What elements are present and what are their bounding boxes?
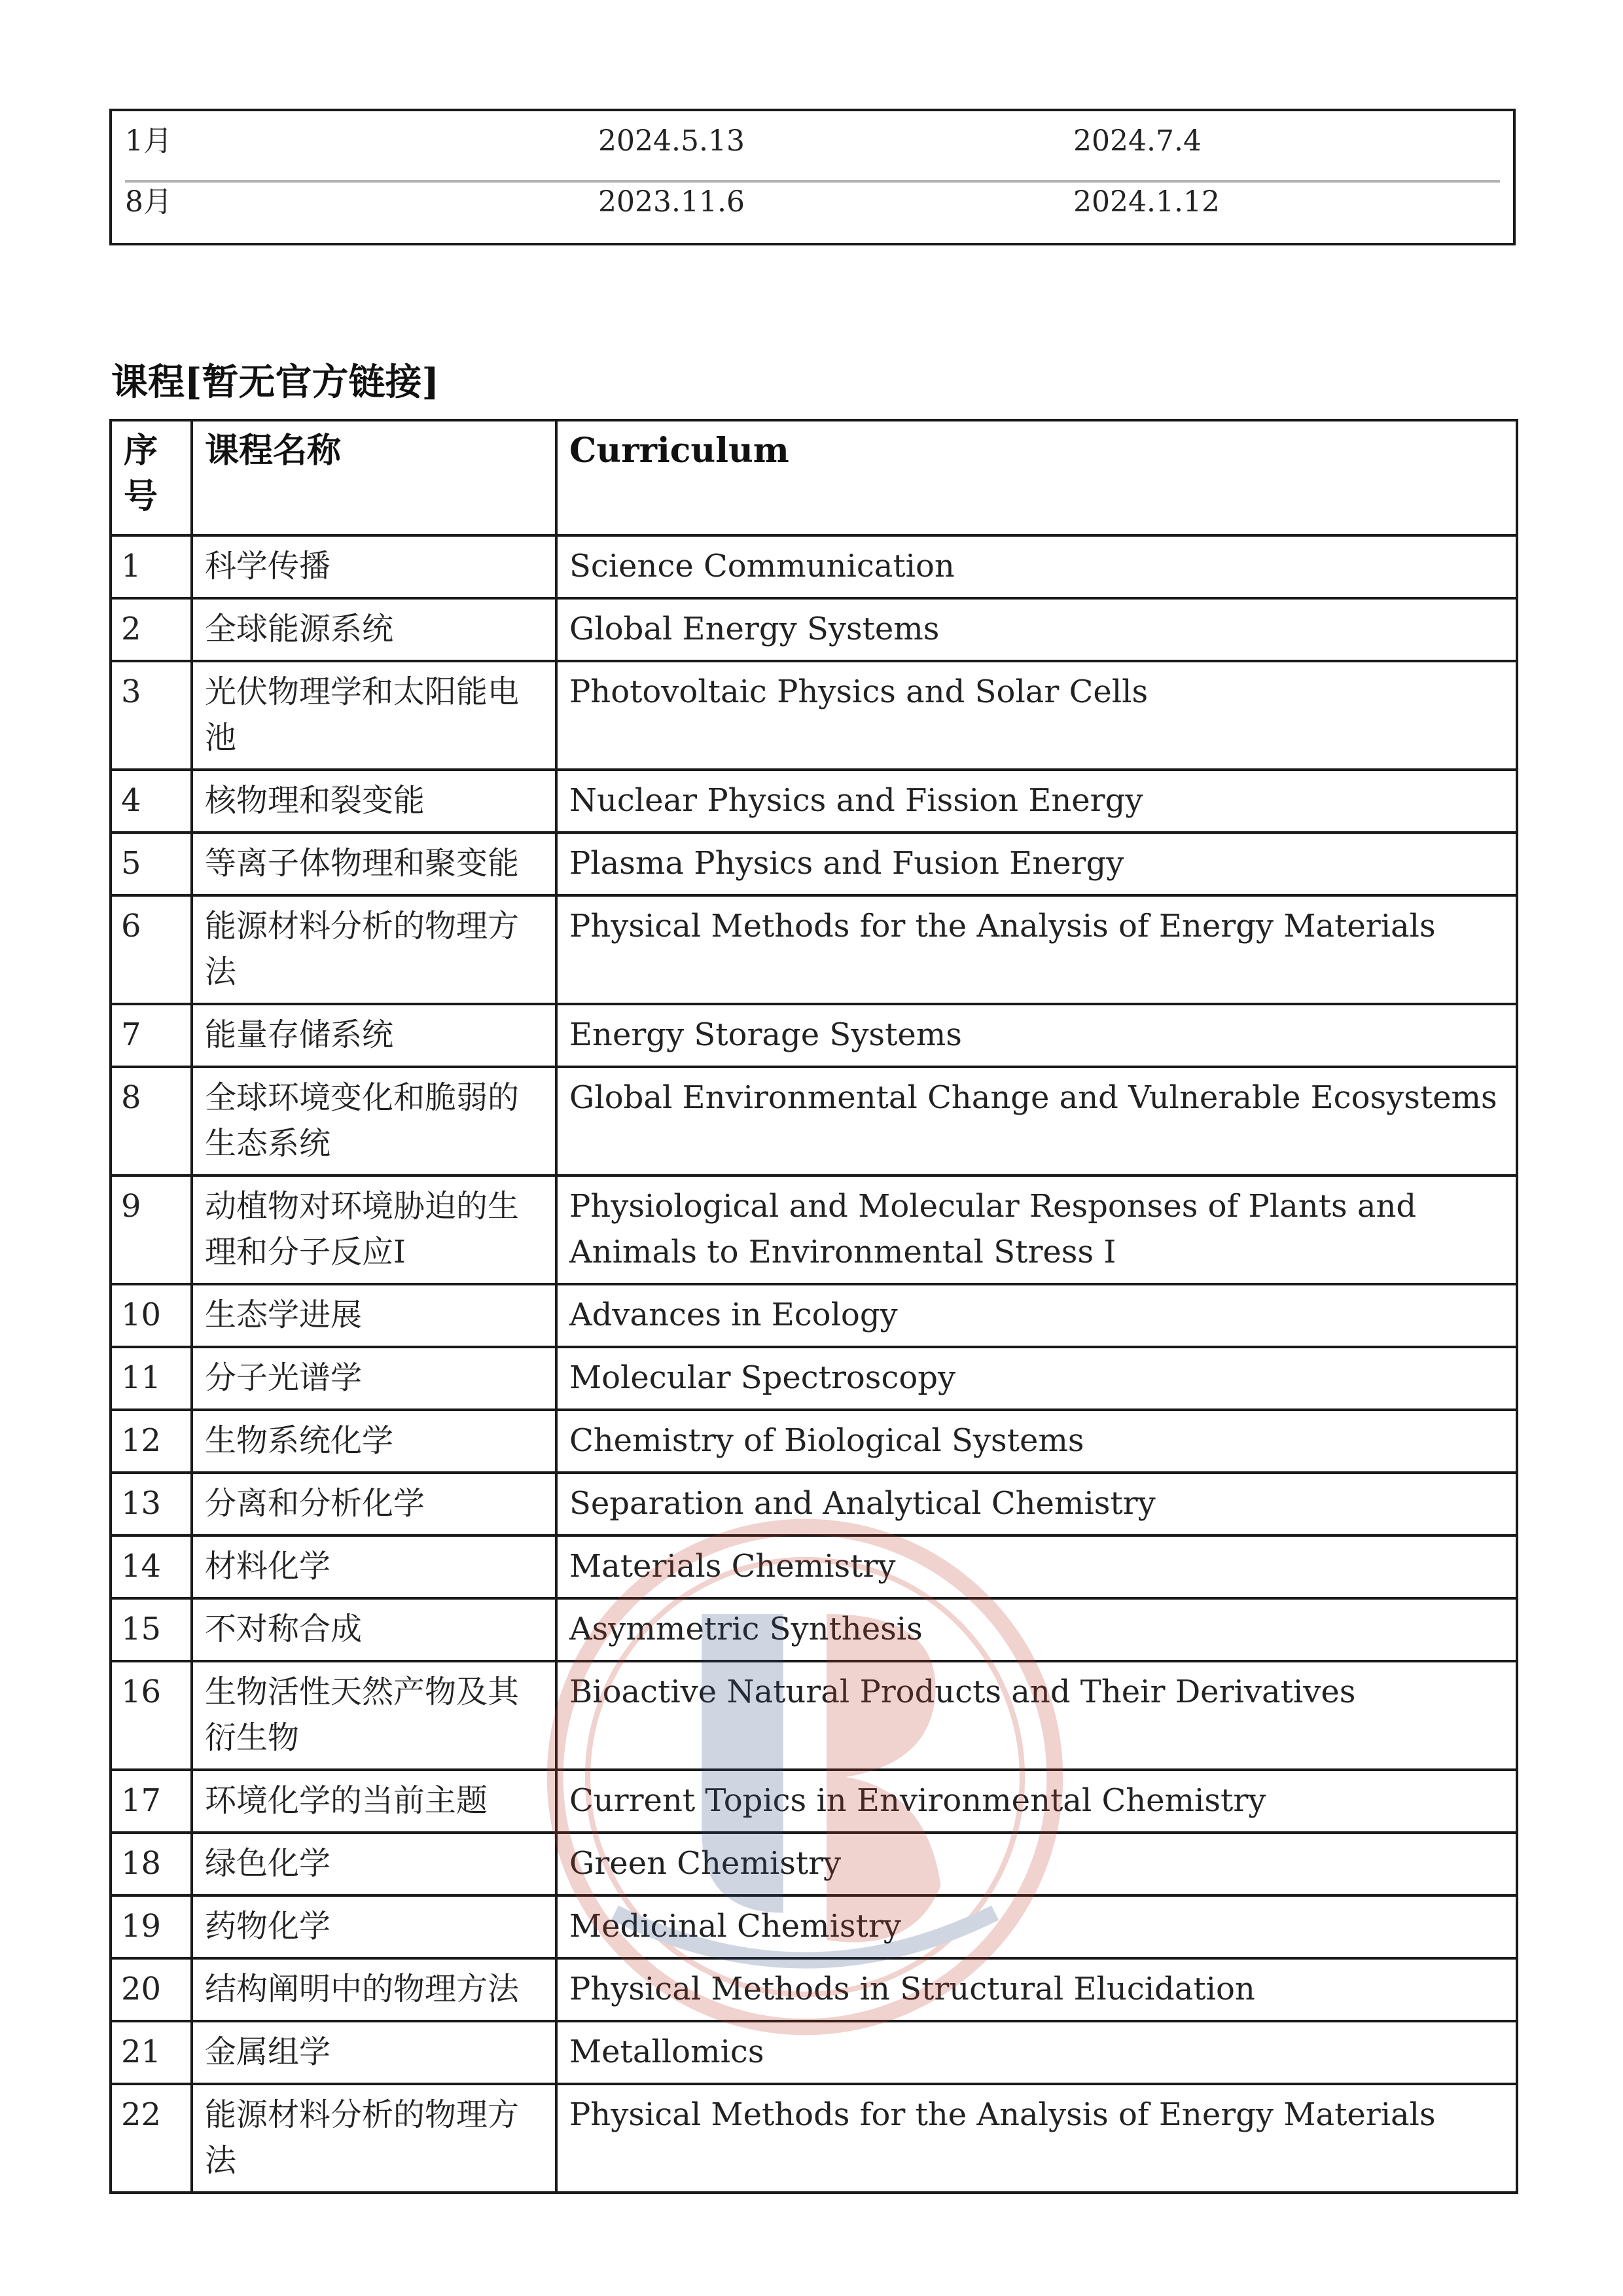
table-row bbox=[111, 1833, 1517, 1895]
course-num-cell: 13 bbox=[111, 1473, 192, 1535]
course-name-cell: 全球能源系统 bbox=[192, 598, 556, 661]
table-row bbox=[111, 2084, 1517, 2193]
course-num-cell: 2 bbox=[111, 598, 192, 661]
table-row bbox=[111, 1473, 1517, 1535]
course-table-body bbox=[111, 535, 1517, 2193]
course-name-cell: 结构阐明中的物理方法 bbox=[192, 1958, 556, 2021]
course-num-cell: 14 bbox=[111, 1535, 192, 1598]
date-cell: 2024.1.12 bbox=[1073, 185, 1220, 219]
header-name: 课程名称 bbox=[192, 420, 556, 535]
table-row bbox=[111, 1347, 1517, 1410]
table-row bbox=[111, 1067, 1517, 1175]
course-num-cell: 11 bbox=[111, 1347, 192, 1410]
month-cell: 8月 bbox=[125, 185, 172, 219]
course-num-cell: 9 bbox=[111, 1175, 192, 1284]
table-row bbox=[111, 535, 1517, 598]
course-en-cell: Global Environmental Change and Vulnerable Ecosystems bbox=[556, 1067, 1517, 1175]
course-en-cell: Metallomics bbox=[556, 2021, 1517, 2084]
top-table bbox=[109, 109, 1516, 245]
course-num-cell: 22 bbox=[111, 2084, 192, 2193]
table-row bbox=[111, 833, 1517, 895]
date-cell: 2023.11.6 bbox=[598, 185, 745, 219]
course-name-cell: 动植物对环境胁迫的生理和分子反应I bbox=[192, 1175, 556, 1284]
table-row bbox=[111, 1284, 1517, 1347]
course-num-cell: 18 bbox=[111, 1833, 192, 1895]
course-name-cell: 全球环境变化和脆弱的生态系统 bbox=[192, 1067, 556, 1175]
course-en-cell: Physical Methods for the Analysis of Energy Materials bbox=[556, 2084, 1517, 2193]
course-num-cell: 12 bbox=[111, 1410, 192, 1473]
course-num-cell: 21 bbox=[111, 2021, 192, 2084]
table-row bbox=[111, 1895, 1517, 1958]
table-row bbox=[111, 770, 1517, 833]
course-en-cell: Physical Methods for the Analysis of Energy Materials bbox=[556, 895, 1517, 1004]
table-row bbox=[111, 1175, 1517, 1284]
course-name-cell: 生物活性天然产物及其衍生物 bbox=[192, 1661, 556, 1770]
course-num-cell: 6 bbox=[111, 895, 192, 1004]
course-name-cell: 绿色化学 bbox=[192, 1833, 556, 1895]
course-name-cell: 金属组学 bbox=[192, 2021, 556, 2084]
course-name-cell: 不对称合成 bbox=[192, 1598, 556, 1661]
course-name-cell: 能源材料分析的物理方法 bbox=[192, 2084, 556, 2193]
table-row bbox=[111, 1958, 1517, 2021]
course-num-cell: 1 bbox=[111, 535, 192, 598]
course-en-cell: Photovoltaic Physics and Solar Cells bbox=[556, 661, 1517, 770]
section-title: 课程[暂无官方链接] bbox=[111, 361, 439, 404]
course-en-cell: Advances in Ecology bbox=[556, 1284, 1517, 1347]
table-row bbox=[111, 895, 1517, 1004]
table-row bbox=[111, 1410, 1517, 1473]
course-en-cell: Separation and Analytical Chemistry bbox=[556, 1473, 1517, 1535]
course-en-cell: Energy Storage Systems bbox=[556, 1004, 1517, 1067]
table-row bbox=[111, 2021, 1517, 2084]
header-en: Curriculum bbox=[556, 420, 1517, 535]
course-en-cell: Materials Chemistry bbox=[556, 1535, 1517, 1598]
course-num-cell: 16 bbox=[111, 1661, 192, 1770]
course-num-cell: 20 bbox=[111, 1958, 192, 2021]
top-table-row bbox=[112, 111, 1513, 171]
course-name-cell: 等离子体物理和聚变能 bbox=[192, 833, 556, 895]
table-row bbox=[111, 1535, 1517, 1598]
course-name-cell: 生态学进展 bbox=[192, 1284, 556, 1347]
course-en-cell: Plasma Physics and Fusion Energy bbox=[556, 833, 1517, 895]
table-row bbox=[111, 1770, 1517, 1833]
table-row bbox=[111, 661, 1517, 770]
table-row bbox=[111, 1004, 1517, 1067]
course-en-cell: Green Chemistry bbox=[556, 1833, 1517, 1895]
date-cell: 2024.7.4 bbox=[1073, 124, 1202, 158]
course-name-cell: 分子光谱学 bbox=[192, 1347, 556, 1410]
table-row bbox=[111, 1598, 1517, 1661]
course-table-header bbox=[111, 420, 1517, 535]
table-row bbox=[111, 598, 1517, 661]
course-num-cell: 10 bbox=[111, 1284, 192, 1347]
course-name-cell: 分离和分析化学 bbox=[192, 1473, 556, 1535]
course-name-cell: 科学传播 bbox=[192, 535, 556, 598]
course-num-cell: 3 bbox=[111, 661, 192, 770]
course-num-cell: 15 bbox=[111, 1598, 192, 1661]
course-en-cell: Asymmetric Synthesis bbox=[556, 1598, 1517, 1661]
course-num-cell: 19 bbox=[111, 1895, 192, 1958]
table-row bbox=[111, 1661, 1517, 1770]
course-name-cell: 材料化学 bbox=[192, 1535, 556, 1598]
course-en-cell: Nuclear Physics and Fission Energy bbox=[556, 770, 1517, 833]
course-num-cell: 8 bbox=[111, 1067, 192, 1175]
top-table-row bbox=[112, 172, 1513, 232]
course-num-cell: 4 bbox=[111, 770, 192, 833]
course-en-cell: Science Communication bbox=[556, 535, 1517, 598]
course-num-cell: 5 bbox=[111, 833, 192, 895]
course-num-cell: 17 bbox=[111, 1770, 192, 1833]
course-num-cell: 7 bbox=[111, 1004, 192, 1067]
course-en-cell: Molecular Spectroscopy bbox=[556, 1347, 1517, 1410]
header-num: 序号 bbox=[111, 420, 192, 535]
course-name-cell: 核物理和裂变能 bbox=[192, 770, 556, 833]
course-en-cell: Physical Methods in Structural Elucidation bbox=[556, 1958, 1517, 2021]
course-en-cell: Global Energy Systems bbox=[556, 598, 1517, 661]
course-en-cell: Bioactive Natural Products and Their Derivatives bbox=[556, 1661, 1517, 1770]
course-name-cell: 药物化学 bbox=[192, 1895, 556, 1958]
course-name-cell: 光伏物理学和太阳能电池 bbox=[192, 661, 556, 770]
course-en-cell: Medicinal Chemistry bbox=[556, 1895, 1517, 1958]
course-en-cell: Current Topics in Environmental Chemistry bbox=[556, 1770, 1517, 1833]
course-name-cell: 能量存储系统 bbox=[192, 1004, 556, 1067]
course-en-cell: Physiological and Molecular Responses of Plants and Animals to Environmental Stress I bbox=[556, 1175, 1517, 1284]
course-name-cell: 能源材料分析的物理方法 bbox=[192, 895, 556, 1004]
course-name-cell: 生物系统化学 bbox=[192, 1410, 556, 1473]
date-cell: 2024.5.13 bbox=[598, 124, 745, 158]
course-name-cell: 环境化学的当前主题 bbox=[192, 1770, 556, 1833]
month-cell: 1月 bbox=[125, 124, 172, 158]
course-table bbox=[109, 419, 1518, 2194]
course-en-cell: Chemistry of Biological Systems bbox=[556, 1410, 1517, 1473]
